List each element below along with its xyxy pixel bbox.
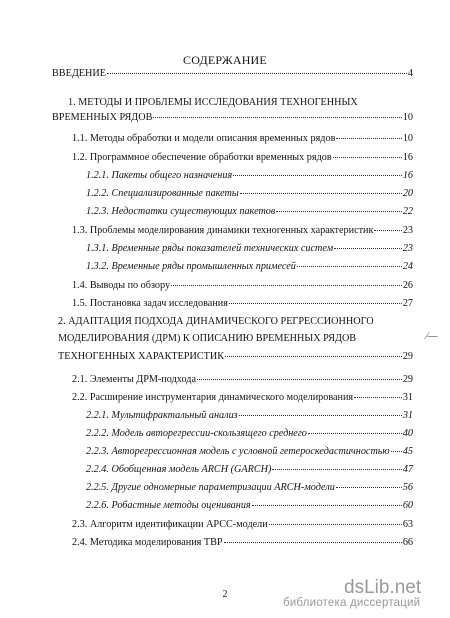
toc-entry-2-2-5 [86,482,413,494]
toc-chapter-2-line-1: 2. АДАПТАЦИЯ ПОДХОДА ДИНАМИЧЕСКОГО РЕГРЕССИОННОГО [58,316,374,327]
toc-label: 1.2.1. Пакеты общего назначения [86,170,233,181]
toc-page: 66 [402,537,413,548]
toc-label: 2.3. Алгоритм идентификации АРСС-модели [72,519,268,530]
toc-entry-2-4 [72,537,413,549]
toc-leader-dots [269,523,402,525]
toc-leader-dots [107,72,407,74]
toc-entry-2-2-4 [86,464,413,476]
toc-page: 23 [402,225,413,236]
toc-page: 27 [402,298,413,309]
toc-leader-dots [336,486,402,488]
toc-label: 2.2.6. Робастные методы оценивания [86,500,251,511]
watermark-logo: dsLib.net [344,577,422,598]
toc-label: 2.4. Методика моделирования ТВР [72,537,223,548]
toc-label: ВВЕДЕНИЕ [52,68,106,79]
toc-label: 1.3.2. Временные ряды промышленных примесей [86,261,296,272]
toc-leader-dots [240,192,402,194]
toc-leader-dots [308,432,402,434]
toc-leader-dots [336,137,401,139]
toc-entry-1-2 [72,152,413,164]
toc-leader-dots [153,116,401,118]
toc-entry-2-1 [72,374,413,386]
toc-label: 1.4. Выводы по обзору [72,280,171,291]
toc-leader-dots [297,265,402,267]
toc-entry-1-4 [72,280,413,292]
toc-entry-1-3-1 [86,243,413,255]
toc-leader-dots [233,174,402,176]
toc-leader-dots [224,541,402,543]
toc-leader-dots [374,229,401,231]
toc-page: 29 [402,351,413,362]
toc-page: 16 [402,152,413,163]
toc-leader-dots [239,414,402,416]
toc-entry-2-2-2 [86,428,413,440]
toc-entry-1-1 [72,133,413,145]
toc-leader-dots [225,355,402,357]
toc-page: 31 [402,410,413,421]
toc-page: 20 [402,188,413,199]
toc-page: 47 [402,464,413,475]
toc-leader-dots [391,450,402,452]
toc-leader-dots [229,302,402,304]
toc-page: 24 [402,261,413,272]
toc-label: 2.2.1. Мультифрактальный анализ [86,410,238,421]
toc-label: 2.2.3. Авторегрессионная модель с условной гетероскедастичностью [86,446,390,457]
toc-leader-dots [276,210,401,212]
toc-page: 29 [402,374,413,385]
toc-label: 2.2.2. Модель авторегрессии-скользящего среднего [86,428,307,439]
toc-page: 16 [402,170,413,181]
toc-page: 10 [402,133,413,144]
toc-entry-2-2 [72,392,413,404]
toc-entry-1-2-3 [86,206,413,218]
toc-entry-1-3-2 [86,261,413,273]
toc-entry-1-5 [72,298,413,310]
toc-page: 23 [402,243,413,254]
toc-entry-1-2-1 [86,170,413,182]
toc-entry-1-3 [72,225,413,237]
toc-entry-chapter-2 [58,351,413,363]
toc-entry-1-2-2 [86,188,413,200]
toc-entry-2-2-3 [86,446,413,458]
toc-leader-dots [252,504,402,506]
toc-leader-dots [334,247,402,249]
toc-entry-2-3 [72,519,413,531]
toc-page: 22 [402,206,413,217]
toc-chapter-2-line-2: МОДЕЛИРОВАНИЯ (ДРМ) К ОПИСАНИЮ ВРЕМЕННЫХ РЯДОВ [58,333,357,344]
toc-entry-introduction [52,68,413,80]
toc-label: ВРЕМЕННЫХ РЯДОВ [52,112,153,123]
toc-page: 10 [402,112,413,123]
toc-page: 45 [402,446,413,457]
toc-label: 1.3. Проблемы моделирования динамики техногенных характеристик [72,225,374,236]
toc-page: 26 [402,280,413,291]
toc-label: 2.2. Расширение инструментария динамического моделирования [72,392,354,403]
toc-leader-dots [197,378,402,380]
toc-label: 1.2. Программное обеспечение обработки временных рядов [72,152,332,163]
toc-page: 56 [402,482,413,493]
toc-leader-dots [171,284,402,286]
toc-leader-dots [354,396,402,398]
toc-label: 1.5. Постановка задач исследования [72,298,228,309]
toc-leader-dots [333,156,402,158]
toc-entry-2-2-6 [86,500,413,512]
toc-page: 31 [402,392,413,403]
margin-pen-mark: ∕— [426,331,438,342]
toc-leader-dots [272,468,401,470]
page-title: СОДЕРЖАНИЕ [183,53,267,67]
toc-page: 60 [402,500,413,511]
toc-page: 40 [402,428,413,439]
toc-label: ТЕХНОГЕННЫХ ХАРАКТЕРИСТИК [58,351,224,362]
toc-label: 2.1. Элементы ДРМ-подхода [72,374,196,385]
page-number: 2 [222,589,228,600]
toc-chapter-1-line: 1. МЕТОДЫ И ПРОБЛЕМЫ ИССЛЕДОВАНИЯ ТЕХНОГЕННЫХ [68,97,358,108]
toc-entry-chapter-1 [52,112,413,124]
toc-label: 2.2.5. Другие одномерные параметризации ARCH-модели [86,482,335,493]
toc-label: 1.3.1. Временные ряды показателей технических систем [86,243,334,254]
toc-page: 4 [407,68,413,79]
toc-page: 63 [402,519,413,530]
toc-label: 1.2.3. Недостатки существующих пакетов [86,206,276,217]
toc-label: 1.1. Методы обработки и модели описания временных рядов [72,133,336,144]
toc-label: 2.2.4. Обобщенная модель ARCH (GARCH) [86,464,272,475]
toc-entry-2-2-1 [86,410,413,422]
watermark-subtitle: библиотека диссертаций [283,597,421,609]
toc-label: 1.2.2. Специализированные пакеты [86,188,239,199]
